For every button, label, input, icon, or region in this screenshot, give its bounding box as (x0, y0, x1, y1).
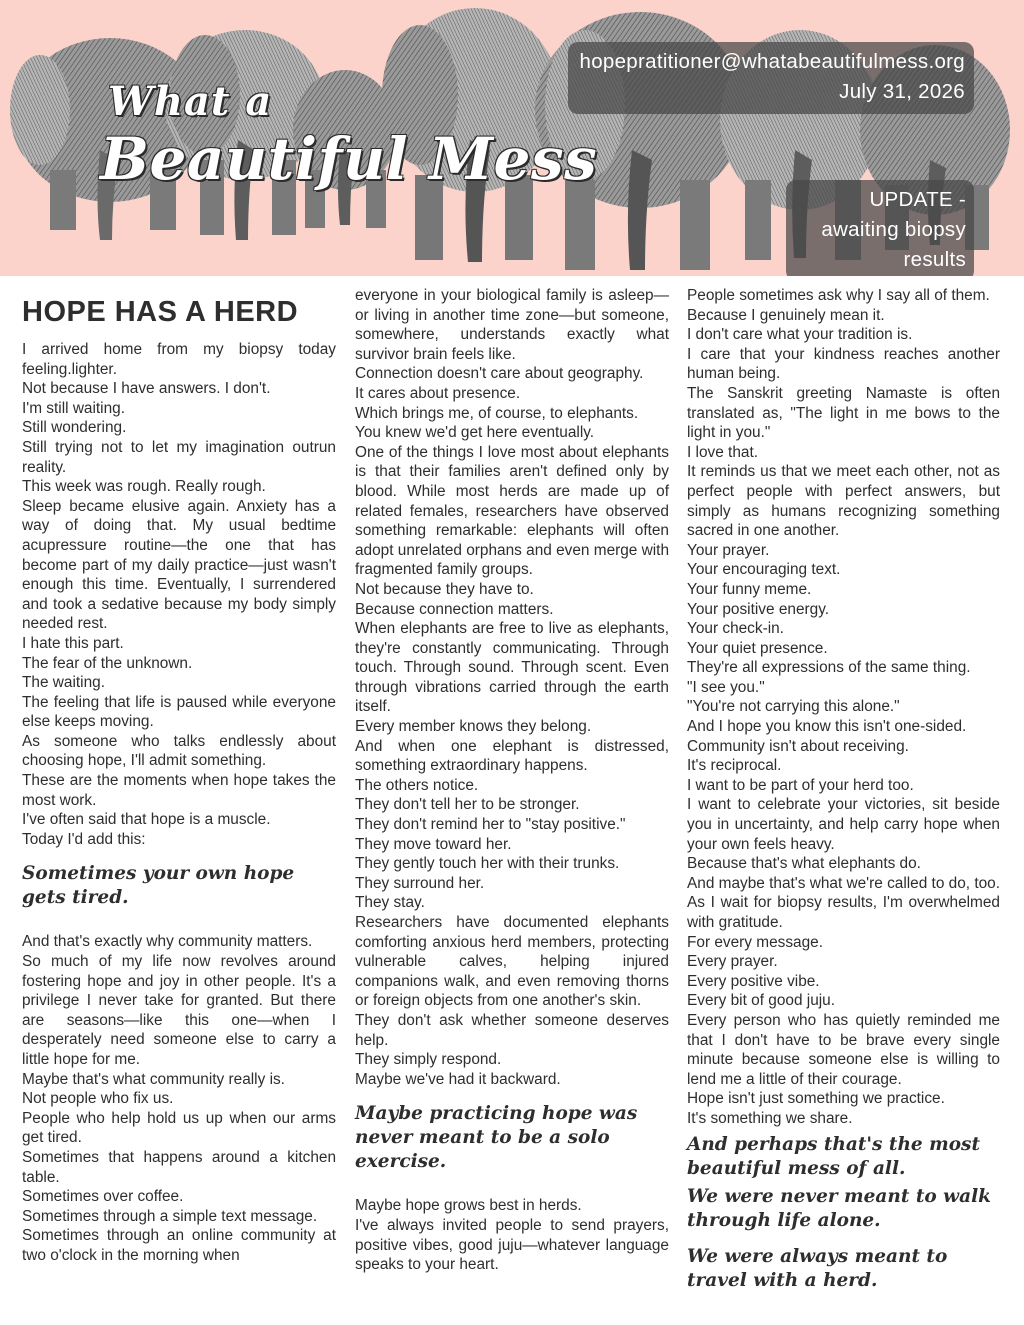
paragraph: I arrived home from my biopsy today feeling.lighter. (22, 341, 336, 378)
paragraph: Community isn't about receiving. (687, 737, 909, 755)
site-logo (100, 78, 597, 193)
paragraph: They don't tell her to be stronger. (355, 796, 580, 814)
article-column-3 (687, 286, 1000, 1293)
paragraph: The waiting. (22, 674, 105, 692)
paragraph: Researchers have documented elephants comforting anxious herd members, protecting vulnerable calves, helping injured companions walk, and even removing thorns or foreign objects from one another's skin. (355, 914, 669, 1010)
paragraph: I don't care what your tradition is. (687, 326, 913, 344)
paragraph: They gently touch her with their trunks. (355, 855, 620, 873)
paragraph: Every member knows they belong. (355, 718, 592, 736)
paragraph: Sometimes through a simple text message. (22, 1207, 318, 1225)
header-banner (0, 0, 1024, 276)
paragraph: Which brings me, of course, to elephants. (355, 404, 639, 422)
paragraph: As I wait for biopsy results, I'm overwhelmed with gratitude. (687, 894, 1000, 931)
paragraph: The others notice. (355, 776, 479, 794)
paragraph: Your quiet presence. (687, 639, 828, 657)
paragraph: I've always invited people to send prayers, positive vibes, good juju—whatever language speaks to your heart. (355, 1216, 669, 1274)
paragraph: Not people who fix us. (22, 1090, 174, 1108)
paragraph: Sleep became elusive again. Anxiety has a way of doing that. My usual bedtime acupressure routine—the one that has become part of my daily practice—just wasn't enough this time. Eventually, I surrendered and took a sedative because my body simply needed rest. (22, 497, 336, 633)
paragraph: Today I'd add this: (22, 830, 146, 848)
paragraph: People who help hold us up when our arms get tired. (22, 1109, 336, 1147)
paragraph: This week was rough. Really rough. (22, 478, 266, 496)
paragraph: Because connection matters. (355, 600, 554, 618)
paragraph: And maybe that's what we're called to do, too. (687, 874, 1001, 892)
paragraph: "I see you." (687, 678, 765, 696)
paragraph: They're all expressions of the same thing. (687, 659, 971, 677)
paragraph: I want to celebrate your victories, sit beside you in uncertainty, and help carry hope when your own feels heavy. (687, 796, 1000, 853)
contact-date-box (568, 42, 975, 114)
article-column-1 (22, 286, 336, 1266)
paragraph: When elephants are free to live as elephants, they're constantly communicating. Through touch. Through sound. Through scent. Even through vibrations carried through the earth itself. (355, 620, 669, 716)
paragraph: They stay. (355, 894, 425, 912)
paragraph: And when one elephant is distressed, something extraordinary happens. (355, 737, 669, 775)
paragraph: As someone who talks endlessly about choosing hope, I'll admit something. (22, 732, 336, 770)
paragraph: everyone in your biological family is asleep—or living in another time zone—but someone, somewhere, understands exactly what survivor brain feels like. (355, 287, 669, 363)
paragraph: Every prayer. (687, 953, 778, 971)
paragraph: I'm still waiting. (22, 399, 126, 417)
contact-email[interactable]: hopepratitioner@whatabeautifulmess.org (579, 50, 965, 73)
update-badge: UPDATE - awaiting biopsy results (786, 180, 974, 276)
paragraph: The feeling that life is paused while everyone else keeps moving. (22, 693, 336, 731)
paragraph: Not because I have answers. I don't. (22, 380, 271, 398)
paragraph: It cares about presence. (355, 384, 521, 402)
pull-quote: Sometimes your own hope gets tired. (22, 863, 295, 909)
paragraph: They move toward her. (355, 835, 512, 853)
paragraph: These are the moments when hope takes the most work. (22, 772, 336, 809)
closing-line: We were always meant to travel with a herd. (687, 1245, 948, 1291)
paragraph: I've often said that hope is a muscle. (22, 811, 271, 829)
paragraph: Every positive vibe. (687, 972, 820, 990)
paragraph: They surround her. (355, 874, 485, 892)
paragraph: One of the things I love most about elephants is that their families aren't defined only by blood. While most herds are made up of related females, researchers have observed something remarkable: elephants will often adopt unrelated orphans and even merge with fragmented family groups. (355, 443, 670, 579)
paragraph: The Sanskrit greeting Namaste is often translated as, "The light in me bows to the light in you." (687, 384, 1000, 442)
paragraph: People sometimes ask why I say all of them. (687, 287, 990, 304)
paragraph: "You're not carrying this alone." (687, 698, 900, 716)
paragraph: Maybe hope grows best in herds. (355, 1197, 582, 1215)
paragraph: I want to be part of your herd too. (687, 776, 914, 794)
paragraph: It's something we share. (687, 1109, 853, 1127)
paragraph: Hope isn't just something we practice. (687, 1090, 945, 1108)
paragraph: Your funny meme. (687, 580, 812, 598)
paragraph: Because I genuinely mean it. (687, 306, 885, 324)
paragraph: Your prayer. (687, 541, 770, 559)
paragraph: Every person who has quietly reminded me that I don't have to be brave every single minute because someone else is willing to lend me a little of their courage. (687, 1011, 1000, 1088)
closing-line: We were never meant to walk through life alone. (687, 1185, 991, 1231)
paragraph: The fear of the unknown. (22, 654, 193, 672)
paragraph: They don't remind her to "stay positive." (355, 816, 626, 834)
logo-line-1: What a (108, 78, 273, 125)
paragraph: It reminds us that we meet each other, not as perfect people with perfect answers, but simply as humans recognizing something sacred in one another. (687, 463, 1000, 540)
paragraph: So much of my life now revolves around fostering hope and joy in other people. It's a privilege I never take for granted. But there are seasons—like this one—when I desperately need someone else to carry a little hope for me. (22, 953, 336, 1068)
issue-date: July 31, 2026 (839, 80, 965, 103)
paragraph: Sometimes that happens around a kitchen table. (22, 1148, 336, 1186)
paragraph: Every bit of good juju. (687, 992, 836, 1010)
paragraph: Sometimes over coffee. (22, 1188, 184, 1206)
paragraph: You knew we'd get here eventually. (355, 424, 595, 442)
paragraph: I hate this part. (22, 634, 124, 652)
paragraph: It's reciprocal. (687, 757, 782, 775)
paragraph: Your encouraging text. (687, 561, 841, 579)
article-column-2 (355, 286, 669, 1275)
paragraph: Because that's what elephants do. (687, 855, 921, 873)
paragraph: Maybe that's what community really is. (22, 1070, 285, 1088)
paragraph: I care that your kindness reaches another human being. (687, 345, 1000, 383)
paragraph: And that's exactly why community matters. (22, 933, 313, 951)
paragraph: I love that. (687, 443, 759, 461)
paragraph: And I hope you know this isn't one-sided. (687, 718, 967, 736)
closing-line: And perhaps that's the most beautiful mess of all. (687, 1133, 980, 1179)
paragraph: They simply respond. (355, 1051, 502, 1069)
paragraph: Your check-in. (687, 620, 784, 638)
paragraph: Still wondering. (22, 419, 127, 437)
logo-line-2: Beautiful Mess (100, 125, 598, 193)
paragraph: Maybe we've had it backward. (355, 1070, 561, 1088)
paragraph: Connection doesn't care about geography. (355, 365, 644, 383)
paragraph: For every message. (687, 933, 823, 951)
paragraph: Not because they have to. (355, 580, 534, 598)
pull-quote: Maybe practicing hope was never meant to be a solo exercise. (355, 1103, 638, 1173)
paragraph: Sometimes through an online community at two o'clock in the morning when (22, 1227, 336, 1264)
paragraph: Still trying not to let my imagination outrun reality. (22, 438, 336, 476)
article-title: HOPE HAS A HERD (22, 296, 299, 328)
paragraph: Your positive energy. (687, 600, 830, 618)
paragraph: They don't ask whether someone deserves help. (355, 1011, 669, 1049)
